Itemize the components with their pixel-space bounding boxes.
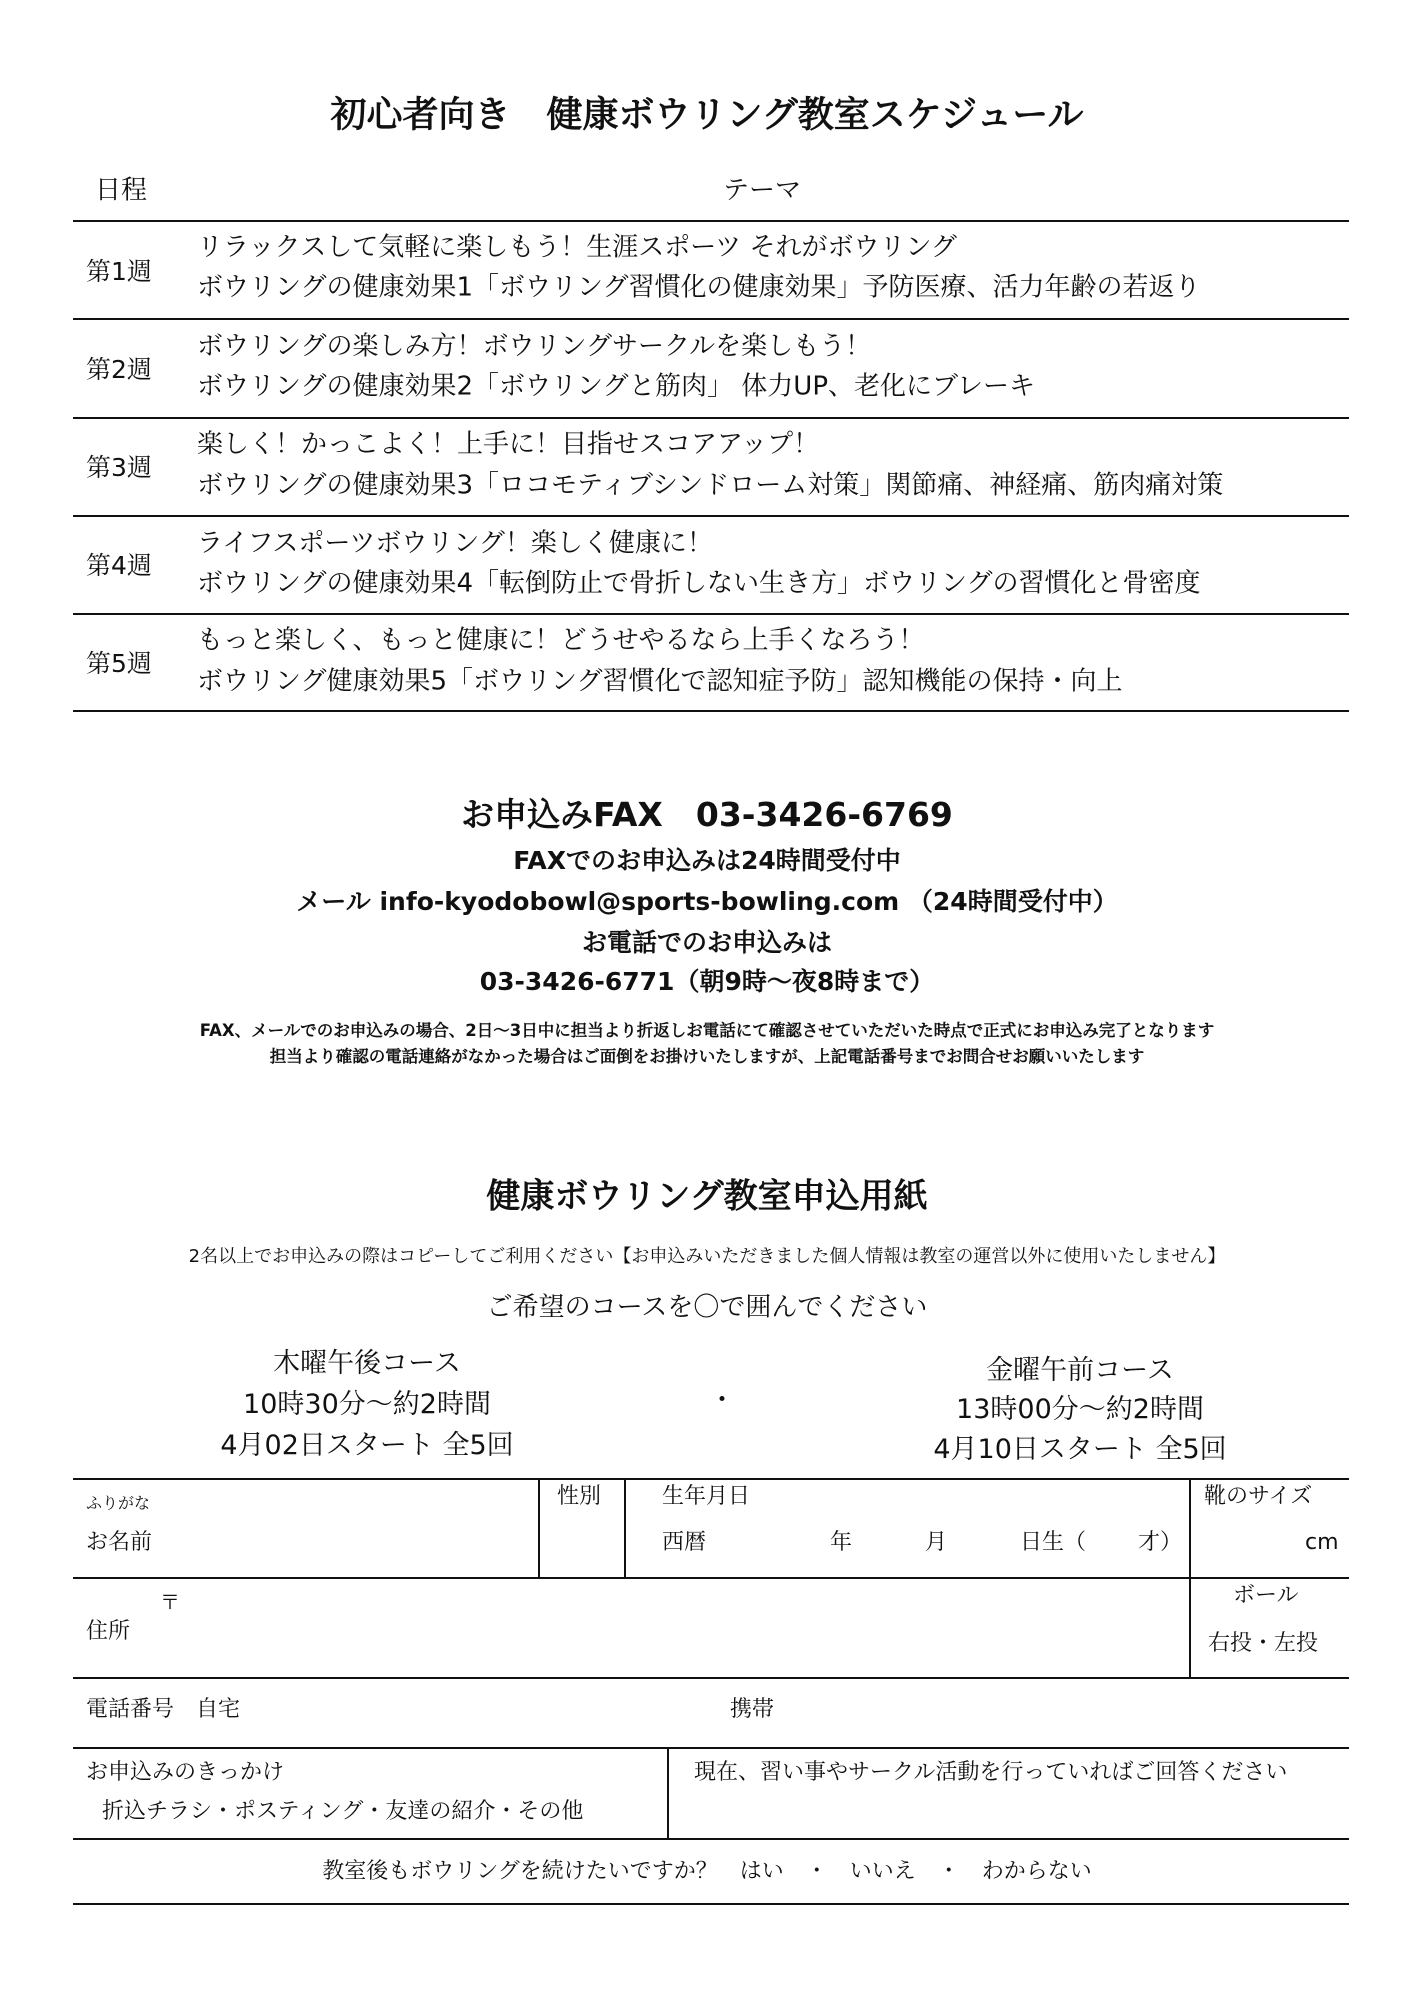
divider bbox=[73, 1577, 1349, 1579]
week-label: 第1週 bbox=[86, 257, 152, 286]
theme-line: ボウリング健康効果5「ボウリング習慣化で認知症予防」認知機能の保持・向上 bbox=[197, 666, 1123, 697]
theme-line: ボウリングの健康効果4「転倒防止で骨折しない生き方」ボウリングの習慣化と骨密度 bbox=[197, 568, 1201, 599]
theme-line: 楽しく！かっこよく！上手に！目指せスコアアップ！ bbox=[197, 429, 820, 460]
theme-line: リラックスして気軽に楽しもう！生涯スポーツ それがボウリング bbox=[197, 232, 957, 263]
header-theme: テーマ bbox=[722, 175, 802, 206]
month-label: 月 bbox=[925, 1529, 948, 1555]
year-label: 年 bbox=[830, 1529, 853, 1555]
divider bbox=[1189, 1479, 1191, 1678]
divider bbox=[73, 220, 1349, 222]
divider bbox=[73, 1677, 1349, 1679]
theme-line: ボウリングの健康効果2「ボウリングと筋肉」 体力UP、老化にブレーキ bbox=[197, 371, 1035, 402]
gender-label: 性別 bbox=[557, 1483, 602, 1509]
divider bbox=[73, 710, 1349, 712]
phone-home-label: 電話番号 自宅 bbox=[86, 1696, 241, 1722]
seireki-label: 西暦 bbox=[662, 1529, 707, 1555]
divider bbox=[73, 1838, 1349, 1840]
ball-label: ボール bbox=[1233, 1582, 1299, 1608]
week-label: 第2週 bbox=[86, 355, 152, 384]
course-start: 4月10日スタート 全5回 bbox=[933, 1433, 1227, 1465]
week-label: 第3週 bbox=[86, 453, 152, 482]
fax-note: FAXでのお申込みは24時間受付中 bbox=[513, 846, 901, 875]
notice-line: 担当より確認の電話連絡がなかった場合はご面倒をお掛けいたしますが、上記電話番号までお問合せお願いいたします bbox=[269, 1047, 1145, 1067]
divider bbox=[624, 1479, 626, 1578]
theme-line: ボウリングの健康効果1「ボウリング習慣化の健康効果」予防医療、活力年齢の若返り bbox=[197, 272, 1201, 303]
trigger-options: 折込チラシ・ポスティング・友達の紹介・その他 bbox=[102, 1798, 584, 1824]
form-title: 健康ボウリング教室申込用紙 bbox=[486, 1176, 928, 1217]
schedule-title: 初心者向き 健康ボウリング教室スケジュール bbox=[330, 94, 1084, 136]
divider bbox=[73, 1747, 1349, 1749]
course-name: 金曜午前コース bbox=[986, 1354, 1174, 1386]
phone-number: 03-3426-6771（朝9時～夜8時まで） bbox=[479, 967, 935, 996]
course-time: 10時30分～約2時間 bbox=[243, 1388, 491, 1420]
divider bbox=[538, 1479, 540, 1578]
divider bbox=[73, 1478, 1349, 1480]
trigger-label: お申込みのきっかけ bbox=[86, 1759, 285, 1785]
divider bbox=[73, 417, 1349, 419]
continue-question[interactable]: 教室後もボウリングを続けたいですか？ はい ・ いいえ ・ わからない bbox=[322, 1858, 1092, 1884]
form-note: 2名以上でお申込みの際はコピーしてご利用ください【お申込みいただきました個人情報は教室の運営以外に使用いたしません】 bbox=[188, 1246, 1226, 1268]
course-name: 木曜午後コース bbox=[273, 1347, 461, 1379]
hand-options: 右投・左投 bbox=[1208, 1630, 1319, 1656]
fax-heading: お申込みFAX 03-3426-6769 bbox=[461, 795, 953, 835]
divider bbox=[73, 318, 1349, 320]
divider bbox=[73, 515, 1349, 517]
activity-field[interactable]: 現在、習い事やサークル活動を行っていればご回答ください bbox=[694, 1759, 1288, 1785]
theme-line: ボウリングの健康効果3「ロコモティブシンドローム対策」関節痛、神経痛、筋肉痛対策 bbox=[197, 470, 1224, 501]
week-label: 第4週 bbox=[86, 551, 152, 580]
age-label: 才） bbox=[1138, 1529, 1183, 1555]
course-time: 13時00分～約2時間 bbox=[956, 1393, 1204, 1425]
mail-address[interactable]: メール info-kyodobowl@sports-bowling.com （24時間受付中） bbox=[296, 887, 1118, 916]
course-separator: ・ bbox=[708, 1384, 736, 1416]
theme-line: ボウリングの楽しみ方！ボウリングサークルを楽しもう！ bbox=[197, 331, 872, 362]
theme-line: ライフスポーツボウリング！楽しく健康に！ bbox=[197, 528, 713, 559]
birthdate-label: 生年月日 bbox=[662, 1483, 751, 1509]
address-label: 住所 bbox=[86, 1618, 131, 1644]
notice-line: FAX、メールでのお申込みの場合、2日～3日中に担当より折返しお電話にて確認させていただいた時点で正式にお申込み完了となります bbox=[199, 1021, 1215, 1041]
week-label: 第5週 bbox=[86, 649, 152, 678]
cm-unit: cm bbox=[1305, 1529, 1339, 1555]
theme-line: もっと楽しく、もっと健康に！どうせやるなら上手くなろう！ bbox=[197, 625, 925, 656]
day-label: 日生（ bbox=[1020, 1529, 1087, 1555]
furigana-label: ふりがな bbox=[86, 1493, 151, 1513]
divider bbox=[667, 1748, 669, 1839]
header-date: 日程 bbox=[95, 175, 148, 206]
shoe-size-label: 靴のサイズ bbox=[1204, 1483, 1313, 1509]
phone-heading: お電話でのお申込みは bbox=[581, 928, 832, 957]
name-label: お名前 bbox=[86, 1529, 153, 1555]
course-prompt: ご希望のコースを〇で囲んでください bbox=[486, 1292, 928, 1323]
course-start: 4月02日スタート 全5回 bbox=[220, 1429, 514, 1461]
phone-mobile-label: 携帯 bbox=[730, 1696, 775, 1722]
divider bbox=[73, 1903, 1349, 1905]
divider bbox=[73, 613, 1349, 615]
postal-mark: 〒 bbox=[160, 1590, 180, 1614]
